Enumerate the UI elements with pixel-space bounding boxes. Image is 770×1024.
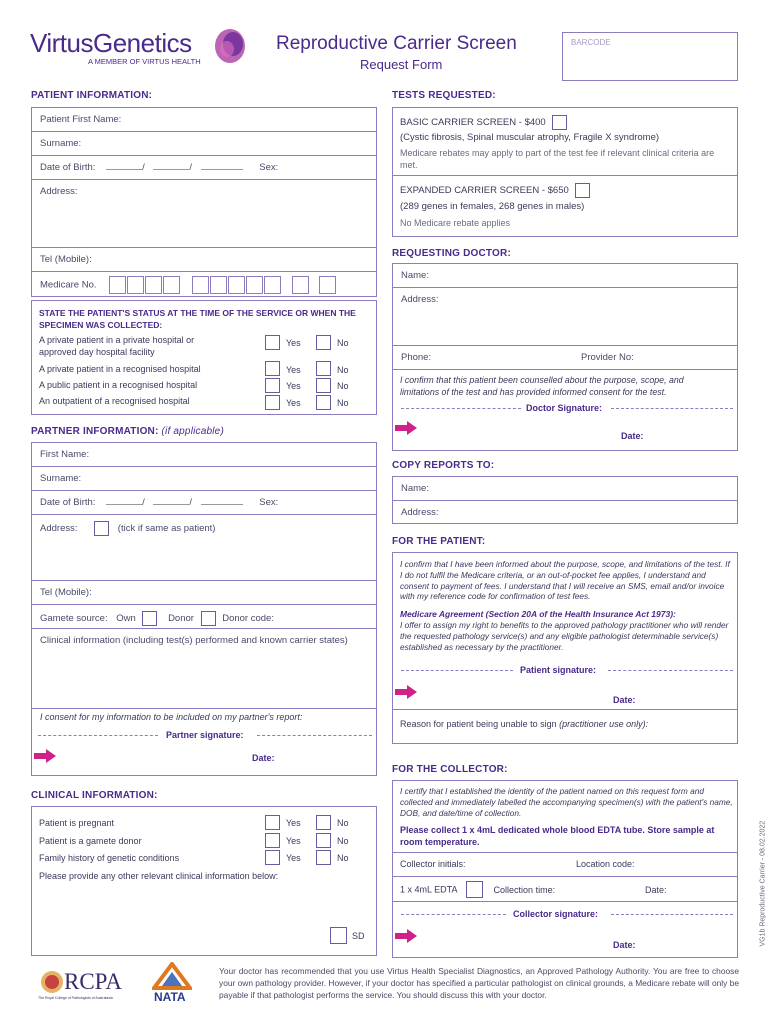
side-code: VG1b Reproductive Carrier - 08.02.2022	[759, 820, 767, 947]
status-no-checkbox[interactable]	[316, 378, 331, 393]
no-label: No	[337, 398, 349, 408]
signature-line	[38, 735, 158, 736]
doctor-phone-label: Phone:	[401, 352, 432, 363]
clinical-row: Patient is pregnant	[39, 818, 115, 828]
basic-test-checkbox[interactable]	[552, 115, 567, 130]
expanded-test-desc: (289 genes in females, 268 genes in males)	[400, 201, 585, 212]
surname-label: Surname:	[40, 138, 82, 149]
clinical-row: Patient is a gamete donor	[39, 836, 142, 846]
doctor-confirm-text: I confirm that this patient been counselled about the purpose, scope, and limitations of the test and has provided informed consent for the test.	[400, 375, 684, 397]
clinical-no-checkbox[interactable]	[316, 833, 331, 848]
tel-label: Tel (Mobile):	[40, 254, 92, 265]
collector-certify-text: I certify that I established the identity of the patient named on this request form and collected and immediately labelled the accompanying specimen(s) with the patient's name, DOB, and date/time of collection.	[400, 786, 733, 818]
dob-label: Date of Birth:	[40, 497, 96, 508]
sign-here-arrow-icon	[395, 421, 417, 435]
for-patient-heading: FOR THE PATIENT:	[392, 536, 486, 547]
medicare-agreement-text: I offer to assign my right to benefits to the approved pathology practitioner who will render the requested pathology service(s) and any eligible pathologist determinable service(s) established as necessary by the practitioner.	[400, 620, 729, 652]
partner-consent: I consent for my information to be included on my partner's report:	[40, 712, 303, 722]
dob-sep: /	[189, 497, 193, 508]
nata-emblem-icon	[152, 962, 192, 990]
basic-test-title: BASIC CARRIER SCREEN - $400	[400, 117, 546, 129]
medicare-digit[interactable]	[210, 276, 227, 294]
partner-signature-label: Partner signature:	[166, 730, 244, 740]
brand-sub: A MEMBER OF VIRTUS HEALTH	[88, 57, 201, 66]
partner-surname-row[interactable]	[32, 467, 376, 491]
tests-heading: TESTS REQUESTED:	[392, 90, 496, 101]
partner-address-row[interactable]	[32, 515, 376, 581]
doctor-address-row[interactable]	[393, 288, 737, 346]
yes-label: Yes	[286, 365, 301, 375]
sex-label: Sex:	[259, 162, 279, 173]
partner-clinical-row[interactable]	[32, 629, 376, 709]
expanded-test-checkbox[interactable]	[575, 183, 590, 198]
brand-emblem-icon	[212, 26, 248, 66]
medicare-agreement-title: Medicare Agreement (Section 20A of the Health Insurance Act 1973):	[400, 609, 676, 619]
partner-gamete-row[interactable]	[32, 605, 376, 629]
copy-section	[392, 476, 738, 524]
patient-signature-label: Patient signature:	[520, 665, 597, 675]
signature-line	[257, 735, 372, 736]
yes-label: Yes	[286, 381, 301, 391]
clinical-yes-checkbox[interactable]	[265, 833, 280, 848]
edta-checkbox[interactable]	[466, 881, 483, 898]
provider-label: Provider No:	[581, 352, 634, 363]
dob-label: Date of Birth:	[40, 162, 96, 173]
doctor-phone-row[interactable]	[393, 346, 737, 370]
donor-checkbox[interactable]	[201, 611, 216, 626]
own-label: Own	[116, 613, 136, 625]
rcpa-logo	[36, 966, 136, 1006]
patient-first-name-row[interactable]	[32, 108, 376, 132]
medicare-digit[interactable]	[264, 276, 281, 294]
clinical-yes-checkbox[interactable]	[265, 815, 280, 830]
no-label: No	[337, 853, 349, 863]
clinical-row: Family history of genetic conditions	[39, 853, 180, 863]
rcpa-text: RCPA	[64, 969, 122, 994]
status-section	[31, 300, 377, 415]
basic-test-desc: (Cystic fibrosis, Spinal muscular atrophy, Fragile X syndrome)	[400, 132, 660, 143]
clinical-no-checkbox[interactable]	[316, 850, 331, 865]
copy-name-label: Name:	[401, 483, 429, 494]
no-label: No	[337, 365, 349, 375]
collection-date-label: Date:	[645, 885, 667, 895]
collector-heading: FOR THE COLLECTOR:	[392, 764, 508, 775]
signature-line	[611, 408, 733, 409]
clinical-yes-checkbox[interactable]	[265, 850, 280, 865]
nata-text: NATA	[154, 990, 186, 1004]
doctor-address-label: Address:	[401, 294, 439, 305]
logo	[30, 28, 215, 72]
patient-consent-text: I confirm that I have been informed about the purpose, scope, and limitations of the test. If I do not fulfil the Medicare criteria, or an out-of-pocket fee applies, I understand and consent to payment of fees. I understand that I will receive an SMS, email and/or invoice with my reference code for confirmation of test fees.	[400, 559, 730, 602]
nata-logo	[152, 962, 192, 1006]
medicare-digit[interactable]	[292, 276, 309, 294]
status-no-checkbox[interactable]	[316, 361, 331, 376]
partner-first-name-row[interactable]	[32, 443, 376, 467]
yes-label: Yes	[286, 818, 301, 828]
rcpa-subtext: The Royal College of Pathologists of Australasia	[38, 996, 113, 1000]
rcpa-flame-icon	[38, 968, 66, 996]
edta-row	[400, 881, 555, 898]
sign-here-arrow-icon	[395, 685, 417, 699]
brand-name: VirtusGenetics	[30, 28, 192, 58]
first-name-label: First Name:	[40, 449, 90, 460]
yes-label: Yes	[286, 398, 301, 408]
collector-section	[392, 780, 738, 958]
location-code-label[interactable]: Location code:	[576, 859, 635, 869]
no-label: No	[337, 836, 349, 846]
tel-label: Tel (Mobile):	[40, 587, 92, 598]
patient-section	[31, 107, 377, 297]
medicare-digit[interactable]	[145, 276, 162, 294]
donor-label: Donor	[168, 613, 194, 625]
signature-line	[611, 914, 733, 915]
signature-line	[608, 670, 733, 671]
patient-heading: PATIENT INFORMATION:	[31, 90, 153, 101]
first-name-label: Patient First Name:	[40, 114, 122, 125]
basic-test-note: Medicare rebates may apply to part of the test fee if relevant clinical criteria are met.	[400, 148, 715, 170]
status-row: An outpatient of a recognised hospital	[39, 396, 190, 406]
sd-checkbox[interactable]	[330, 927, 347, 944]
sign-here-arrow-icon	[395, 929, 417, 943]
clinical-info-label: Clinical information (including test(s) performed and known carrier states)	[40, 635, 348, 646]
partner-dob-row[interactable]	[32, 491, 376, 515]
patient-dob-row[interactable]	[32, 156, 376, 180]
status-row: A public patient in a recognised hospital	[39, 380, 198, 390]
no-label: No	[337, 818, 349, 828]
tests-section	[392, 107, 738, 237]
clinical-other-label: Please provide any other relevant clinical information below:	[39, 871, 279, 881]
status-yes-checkbox[interactable]	[265, 361, 280, 376]
reason-note: (practitioner use only):	[559, 719, 649, 729]
clinical-no-checkbox[interactable]	[316, 815, 331, 830]
same-as-patient-checkbox[interactable]	[94, 521, 109, 536]
medicare-digit[interactable]	[163, 276, 180, 294]
status-heading: STATE THE PATIENT'S STATUS AT THE TIME OF THE SERVICE OR WHEN THE SPECIMEN WAS COLLECTED:	[39, 308, 356, 330]
medicare-digit[interactable]	[319, 276, 336, 294]
address-label: Address:	[40, 523, 78, 535]
copy-address-label: Address:	[401, 507, 439, 518]
expanded-title-row	[400, 183, 590, 198]
dob-sep: /	[142, 162, 145, 173]
edta-label: 1 x 4mL EDTA	[400, 884, 458, 895]
patient-tel-row[interactable]	[32, 248, 376, 272]
signature-line	[401, 670, 513, 671]
collector-initials-label[interactable]: Collector initials:	[400, 859, 466, 869]
doctor-date-label: Date:	[621, 431, 644, 441]
medicare-digit[interactable]	[109, 276, 126, 294]
clinical-section	[31, 806, 377, 956]
own-checkbox[interactable]	[142, 611, 157, 626]
expanded-test-title: EXPANDED CARRIER SCREEN - $650	[400, 185, 569, 197]
collector-signature-label: Collector signature:	[513, 909, 599, 919]
reason-label: Reason for patient being unable to sign	[400, 719, 557, 729]
footer-text: Your doctor has recommended that you use Virtus Health Specialist Diagnostics, an Approved Pathology Authority. You are free to choose your own pathology provider. However, if your doctor has specified a particular pathologist on clinical grounds, a Medicare rebate will only be payable if that pathologist performs the service. You should discuss this with your doctor.	[219, 966, 739, 1000]
signature-line	[401, 408, 521, 409]
patient-surname-row[interactable]	[32, 132, 376, 156]
doctor-heading: REQUESTING DOCTOR:	[392, 248, 511, 259]
medicare-digit[interactable]	[228, 276, 245, 294]
status-yes-checkbox[interactable]	[265, 395, 280, 410]
signature-line	[401, 914, 506, 915]
yes-label: Yes	[286, 836, 301, 846]
dob-sep: /	[189, 162, 193, 173]
partner-section	[31, 442, 377, 776]
copy-heading: COPY REPORTS TO:	[392, 460, 495, 471]
dob-sep: /	[142, 497, 145, 508]
sex-label: Sex:	[259, 497, 279, 508]
no-label: No	[337, 381, 349, 391]
patient-medicare-row[interactable]	[32, 272, 376, 298]
medicare-digit[interactable]	[192, 276, 209, 294]
partner-heading	[31, 426, 224, 437]
form-title: Reproductive Carrier Screen	[276, 33, 517, 54]
collector-date-label: Date:	[613, 940, 636, 950]
expanded-test-note: No Medicare rebate applies	[400, 218, 511, 228]
medicare-digit[interactable]	[127, 276, 144, 294]
gamete-source-label: Gamete source:	[40, 613, 108, 625]
status-yes-checkbox[interactable]	[265, 378, 280, 393]
for-patient-section	[392, 552, 738, 744]
no-label: No	[337, 338, 349, 348]
status-row: A private patient in a private hospital or approved day hospital facility	[39, 335, 195, 357]
copy-name-row[interactable]	[393, 477, 737, 501]
form-subtitle: Request Form	[360, 57, 443, 72]
medicare-label: Medicare No.	[40, 279, 97, 291]
doctor-section	[392, 263, 738, 451]
yes-label: Yes	[286, 338, 301, 348]
doctor-name-label: Name:	[401, 270, 429, 281]
doctor-name-row[interactable]	[393, 264, 737, 288]
status-yes-checkbox[interactable]	[265, 335, 280, 350]
yes-label: Yes	[286, 853, 301, 863]
collection-time-label: Collection time:	[493, 884, 556, 895]
partner-heading-text: PARTNER INFORMATION:	[31, 426, 159, 437]
partner-date-label: Date:	[252, 753, 275, 763]
status-no-checkbox[interactable]	[316, 335, 331, 350]
status-no-checkbox[interactable]	[316, 395, 331, 410]
barcode-box	[562, 32, 738, 81]
copy-address-row[interactable]	[393, 501, 737, 525]
sd-label: SD	[352, 931, 365, 941]
barcode-label: BARCODE	[571, 38, 611, 47]
status-row: A private patient in a recognised hospital	[39, 364, 201, 374]
address-label: Address:	[40, 186, 78, 197]
sign-here-arrow-icon	[34, 749, 56, 763]
reason-row[interactable]	[400, 719, 648, 729]
partner-heading-note: (if applicable)	[161, 426, 224, 437]
patient-address-row[interactable]	[32, 180, 376, 248]
medicare-digit[interactable]	[246, 276, 263, 294]
collector-instruction: Please collect 1 x 4mL dedicated whole blood EDTA tube. Store sample at room temperature.	[400, 825, 715, 847]
partner-tel-row[interactable]	[32, 581, 376, 605]
patient-date-label: Date:	[613, 695, 636, 705]
tick-same-label: (tick if same as patient)	[117, 523, 216, 535]
doctor-signature-label: Doctor Signature:	[526, 403, 603, 413]
donor-code-label: Donor code:	[222, 613, 274, 625]
surname-label: Surname:	[40, 473, 82, 484]
basic-title-row	[400, 115, 567, 130]
clinical-heading: CLINICAL INFORMATION:	[31, 790, 158, 801]
